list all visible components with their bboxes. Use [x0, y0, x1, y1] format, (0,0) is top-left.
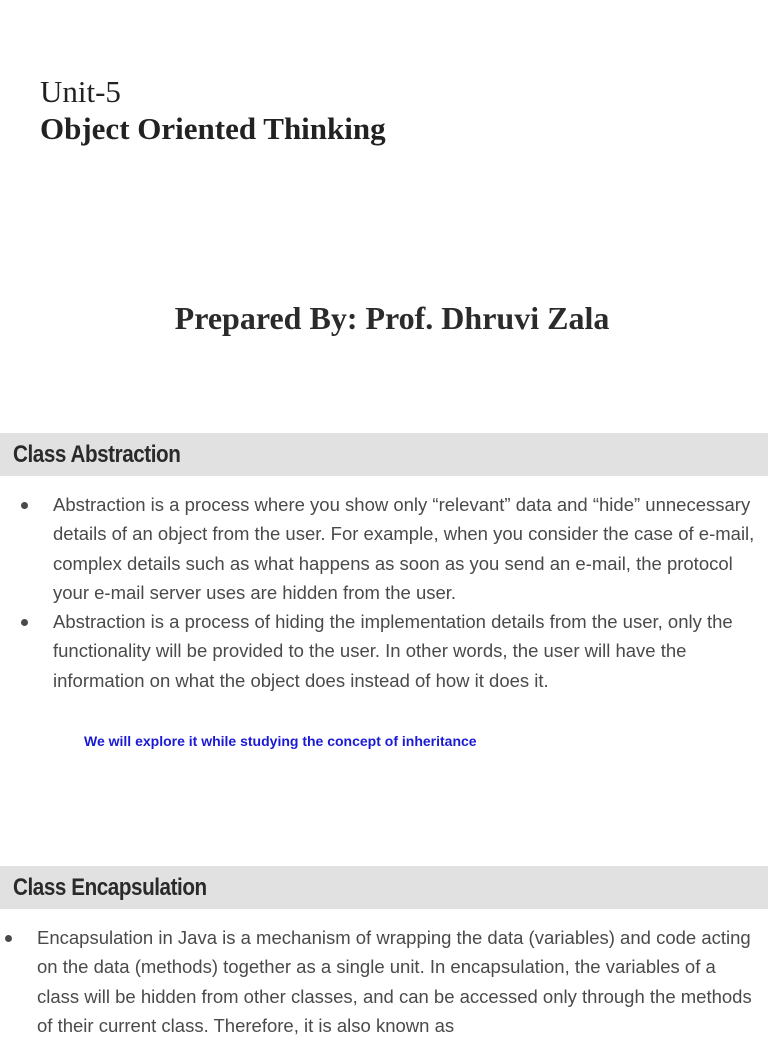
section-heading-label: Class Abstraction — [13, 441, 181, 468]
bullet-icon — [21, 619, 28, 626]
author-credit: Prepared By: Prof. Dhruvi Zala — [174, 300, 610, 336]
title-block — [40, 74, 386, 148]
bullet-text: Abstraction is a process where you show only “relevant” data and “hide” unnecessary details of an object from the user. For example, when you consider the case of e-mail, complex details such as what happens as soon as you send an e-mail, the protocol your e-mail server uses are hidden from the user. — [53, 494, 755, 603]
bullet-icon — [5, 935, 12, 942]
encapsulation-bullet-list — [5, 923, 760, 1040]
abstraction-bullet-list — [21, 490, 771, 695]
bullet-text: Encapsulation in Java is a mechanism of wrapping the data (variables) and code acting on the data (methods) together as a single unit. In encapsulation, the variables of a class will be hidden from other classes, and can be accessed only through the methods of their current class. Therefore, it is also known as — [37, 927, 752, 1036]
list-item — [5, 923, 760, 1040]
bullet-text: Abstraction is a process of hiding the implementation details from the user, only the functionality will be provided to the user. In other words, the user will have the information on what the object does instead of how it does it. — [53, 611, 733, 691]
section-heading-abstraction — [0, 433, 768, 476]
section-heading-label: Class Encapsulation — [13, 874, 207, 901]
list-item — [21, 490, 771, 607]
inheritance-note: We will explore it while studying the concept of inheritance — [84, 733, 477, 749]
bullet-icon — [21, 502, 28, 509]
subject-title: Object Oriented Thinking — [40, 111, 386, 146]
unit-label: Unit-5 — [40, 74, 121, 109]
section-heading-encapsulation — [0, 866, 768, 909]
list-item — [21, 607, 771, 695]
